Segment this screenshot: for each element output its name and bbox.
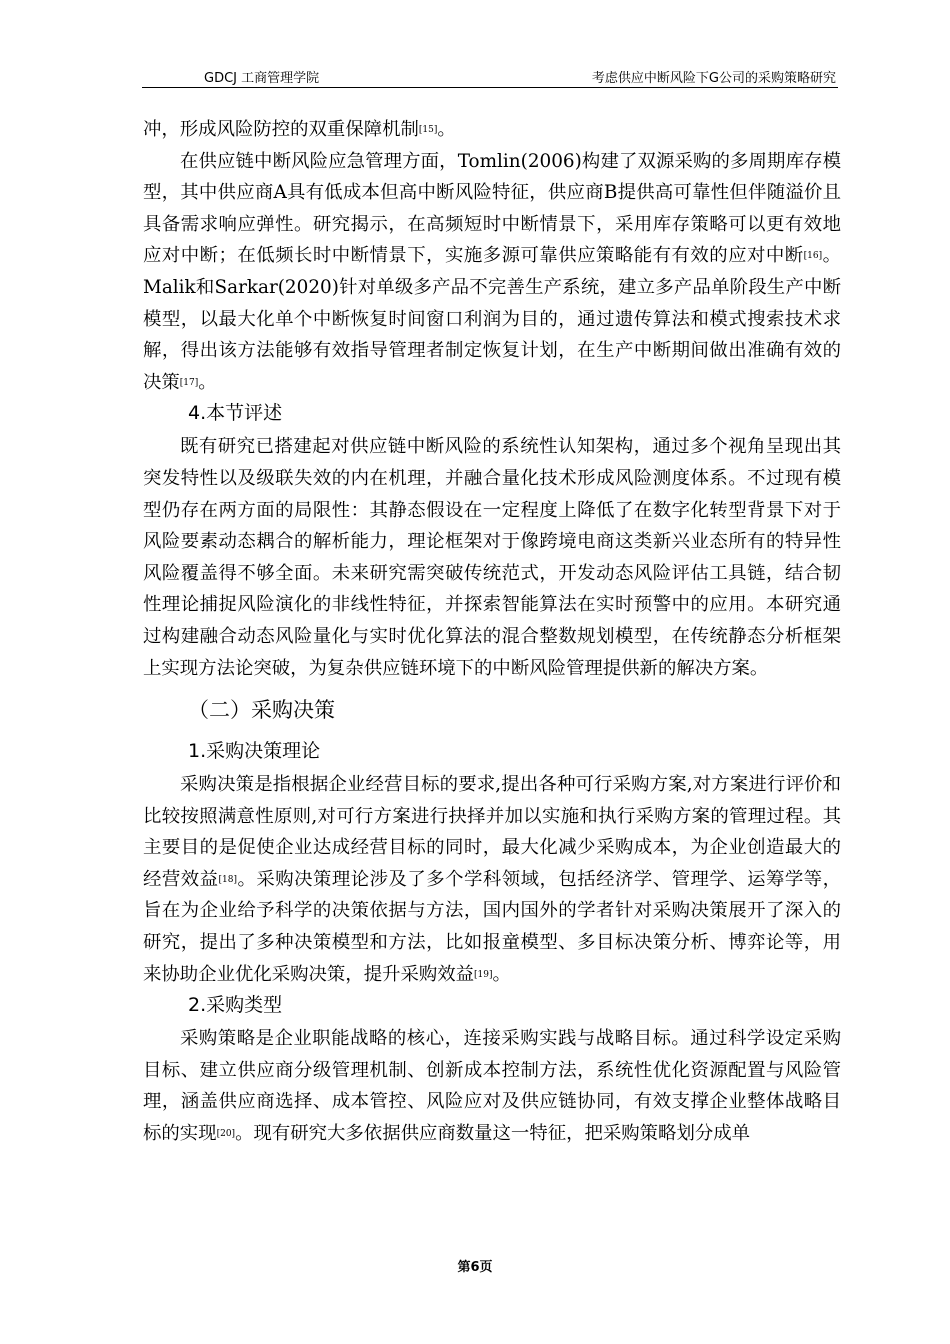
citation-ref: [17]	[179, 377, 199, 388]
paragraph-text: 。Malik和Sarkar(2020)针对单级多产品不完善生产系统，建立多产品单阶段生产中断模型，以最大化单个中断恢复时间窗口利润为目的，通过遗传算法和模式搜索技术求解，得出该方法能够有效指导管理者制定恢复计划，在生产中断期间做出准确有效的决策	[143, 245, 841, 393]
paragraph-text: 。现有研究大多依据供应商数量这一特征，把采购策略划分成单	[235, 1123, 751, 1145]
heading-procurement-types: 2.采购类型	[188, 994, 283, 1017]
paragraph-emergency-management	[143, 146, 841, 399]
citation-ref: [16]	[803, 251, 823, 262]
paragraph-text: 。采购决策理论涉及了多个学科领域，包括经济学、管理学、运筹学等，旨在为企业给予科学的决策依据与方法，国内国外的学者针对采购决策展开了深入的研究，提出了多种决策模型和方法，比如报童模型、多目标决策分析、博弈论等，用来协助企业优化采购决策，提升采购效益	[143, 868, 841, 985]
citation-ref: [18]	[218, 874, 237, 885]
page-body	[143, 114, 841, 1150]
page-number: 第6页	[457, 1260, 493, 1275]
header-left-institution: GDCJ 工商管理学院	[204, 71, 320, 86]
citation-ref: [20]	[216, 1129, 236, 1140]
paragraph-procurement-strategy	[143, 1023, 841, 1149]
header-right-thesis-title: 考虑供应中断风险下G公司的采购策略研究	[591, 71, 836, 86]
paragraph-end: 。	[198, 371, 217, 393]
paragraph-review: 既有研究已搭建起对供应链中断风险的系统性认知架构，通过多个视角呈现出其突发特性以及级联失效的内在机理，并融合量化技术形成风险测度体系。不过现有模型仍存在两方面的局限性：其静态假设在一定程度上降低了在数字化转型背景下对于风险要素动态耦合的解析能力，理论框架对于像跨境电商这类新兴业态所有的特异性风险覆盖得不够全面。未来研究需突破传统范式，开发动态风险评估工具链，结合韧性理论捕捉风险演化的非线性特征，并探索智能算法在实时预警中的应用。本研究通过构建融合动态风险量化与实时优化算法的混合整数规划模型，在传统静态分析框架上实现方法论突破，为复杂供应链环境下的中断风险管理提供新的解决方案。	[143, 436, 841, 679]
heading-decision-theory: 1.采购决策理论	[188, 740, 321, 763]
paragraph-end: 。	[437, 119, 456, 140]
paragraph-continuation	[143, 114, 841, 146]
paragraph-text: 采购决策是指根据企业经营目标的要求,提出各种可行采购方案,对方案进行评价和比较按照满意性原则,对可行方案进行抉择并加以实施和执行采购方案的管理过程。其主要目的是促使企业达成经营目标的同时，最大化减少采购成本，为企业创造最大的经营效益	[143, 774, 841, 890]
citation-ref: [15]	[418, 125, 438, 135]
paragraph-decision-theory	[143, 769, 841, 990]
paragraph-end: 。	[492, 963, 511, 985]
paragraph-text: 采购策略是企业职能战略的核心，连接采购实践与战略目标。通过科学设定采购目标、建立供应商分级管理机制、创新成本控制方法，系统性优化资源配置与风险管理，涵盖供应商选择、成本管控、风险应对及供应链协同，有效支撑企业整体战略目标的实现	[143, 1028, 841, 1145]
heading-procurement-decision: （二）采购决策	[188, 698, 335, 723]
citation-ref: [19]	[474, 969, 493, 980]
page-header	[142, 65, 838, 88]
paragraph-text: 冲，形成风险防控的双重保障机制	[143, 119, 419, 140]
paragraph-text: 在供应链中断风险应急管理方面，Tomlin(2006)构建了双源采购的多周期库存模型，其中供应商A具有低成本但高中断风险特征，供应商B提供高可靠性但伴随溢价且具备需求响应弹性。研究揭示，在高频短时中断情景下，采用库存策略可以更有效地应对中断；在低频长时中断情景下，实施多源可靠供应策略能有有效的应对中断	[143, 150, 841, 267]
heading-section-review: 4.本节评述	[188, 402, 283, 425]
